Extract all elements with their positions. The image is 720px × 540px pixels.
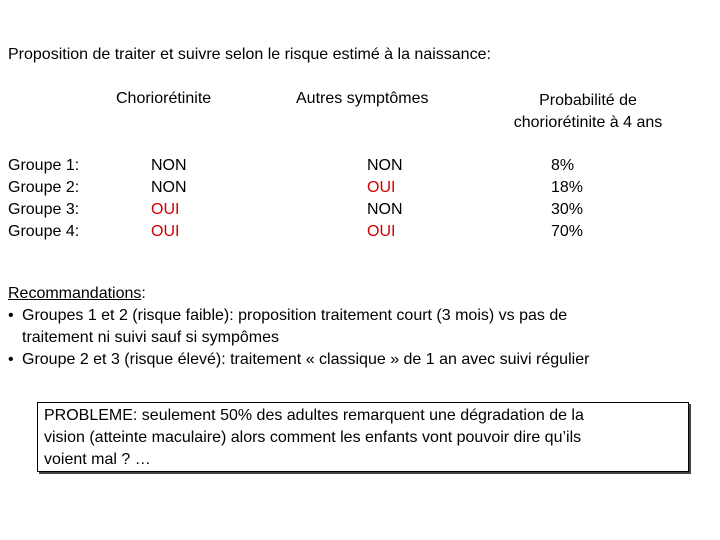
recommendation-text: Groupes 1 et 2 (risque faible): proposition traitement court (3 mois) vs pas de [22,307,568,324]
recommendations-heading [8,283,708,305]
bullet-icon: • [8,307,14,324]
bullet-icon: • [8,351,14,368]
header-autres-symptomes: Autres symptômes [296,90,429,107]
autres-value: OUI [367,179,396,196]
recommendation-item [8,349,708,371]
recommendation-item [8,305,708,327]
recommendations [8,283,708,371]
probabilite-value: 18% [551,179,584,196]
recommendations-title: Recommandations [8,285,142,302]
problem-box [37,402,689,472]
autres-value: NON [367,201,403,218]
chorio-value: NON [151,157,187,174]
header-probabilite-line2: choriorétinite à 4 ans [513,114,663,131]
probabilite-value: 70% [551,223,584,240]
group-label: Groupe 1: [8,157,80,174]
column-autres [367,155,403,243]
column-groups [8,155,79,243]
problem-line: voient mal ? … [44,451,151,468]
probabilite-value: 8% [551,157,575,174]
group-label: Groupe 3: [8,201,80,218]
chorio-value: OUI [151,201,180,218]
header-probabilite [488,90,688,134]
column-probabilite [551,155,583,243]
recommendations-colon: : [141,285,146,302]
group-label: Groupe 2: [8,179,80,196]
problem-line: vision (atteinte maculaire) alors comment les enfants vont pouvoir dire qu’ils [44,429,582,446]
header-choriorétinite: Choriorétinite [116,90,212,107]
recommendation-text-continued: traitement ni suivi sauf si sympômes [22,329,279,346]
chorio-value: OUI [151,223,180,240]
header-probabilite-line1: Probabilité de [539,92,637,109]
page-title: Proposition de traiter et suivre selon le risque estimé à la naissance: [8,46,491,63]
probabilite-value: 30% [551,201,584,218]
autres-value: NON [367,157,403,174]
chorio-value: NON [151,179,187,196]
recommendation-text: Groupe 2 et 3 (risque élevé): traitement « classique » de 1 an avec suivi régulier [22,351,590,368]
autres-value: OUI [367,223,396,240]
problem-line: PROBLEME: seulement 50% des adultes remarquent une dégradation de la [44,407,584,424]
column-chorio [151,155,187,243]
group-label: Groupe 4: [8,223,80,240]
